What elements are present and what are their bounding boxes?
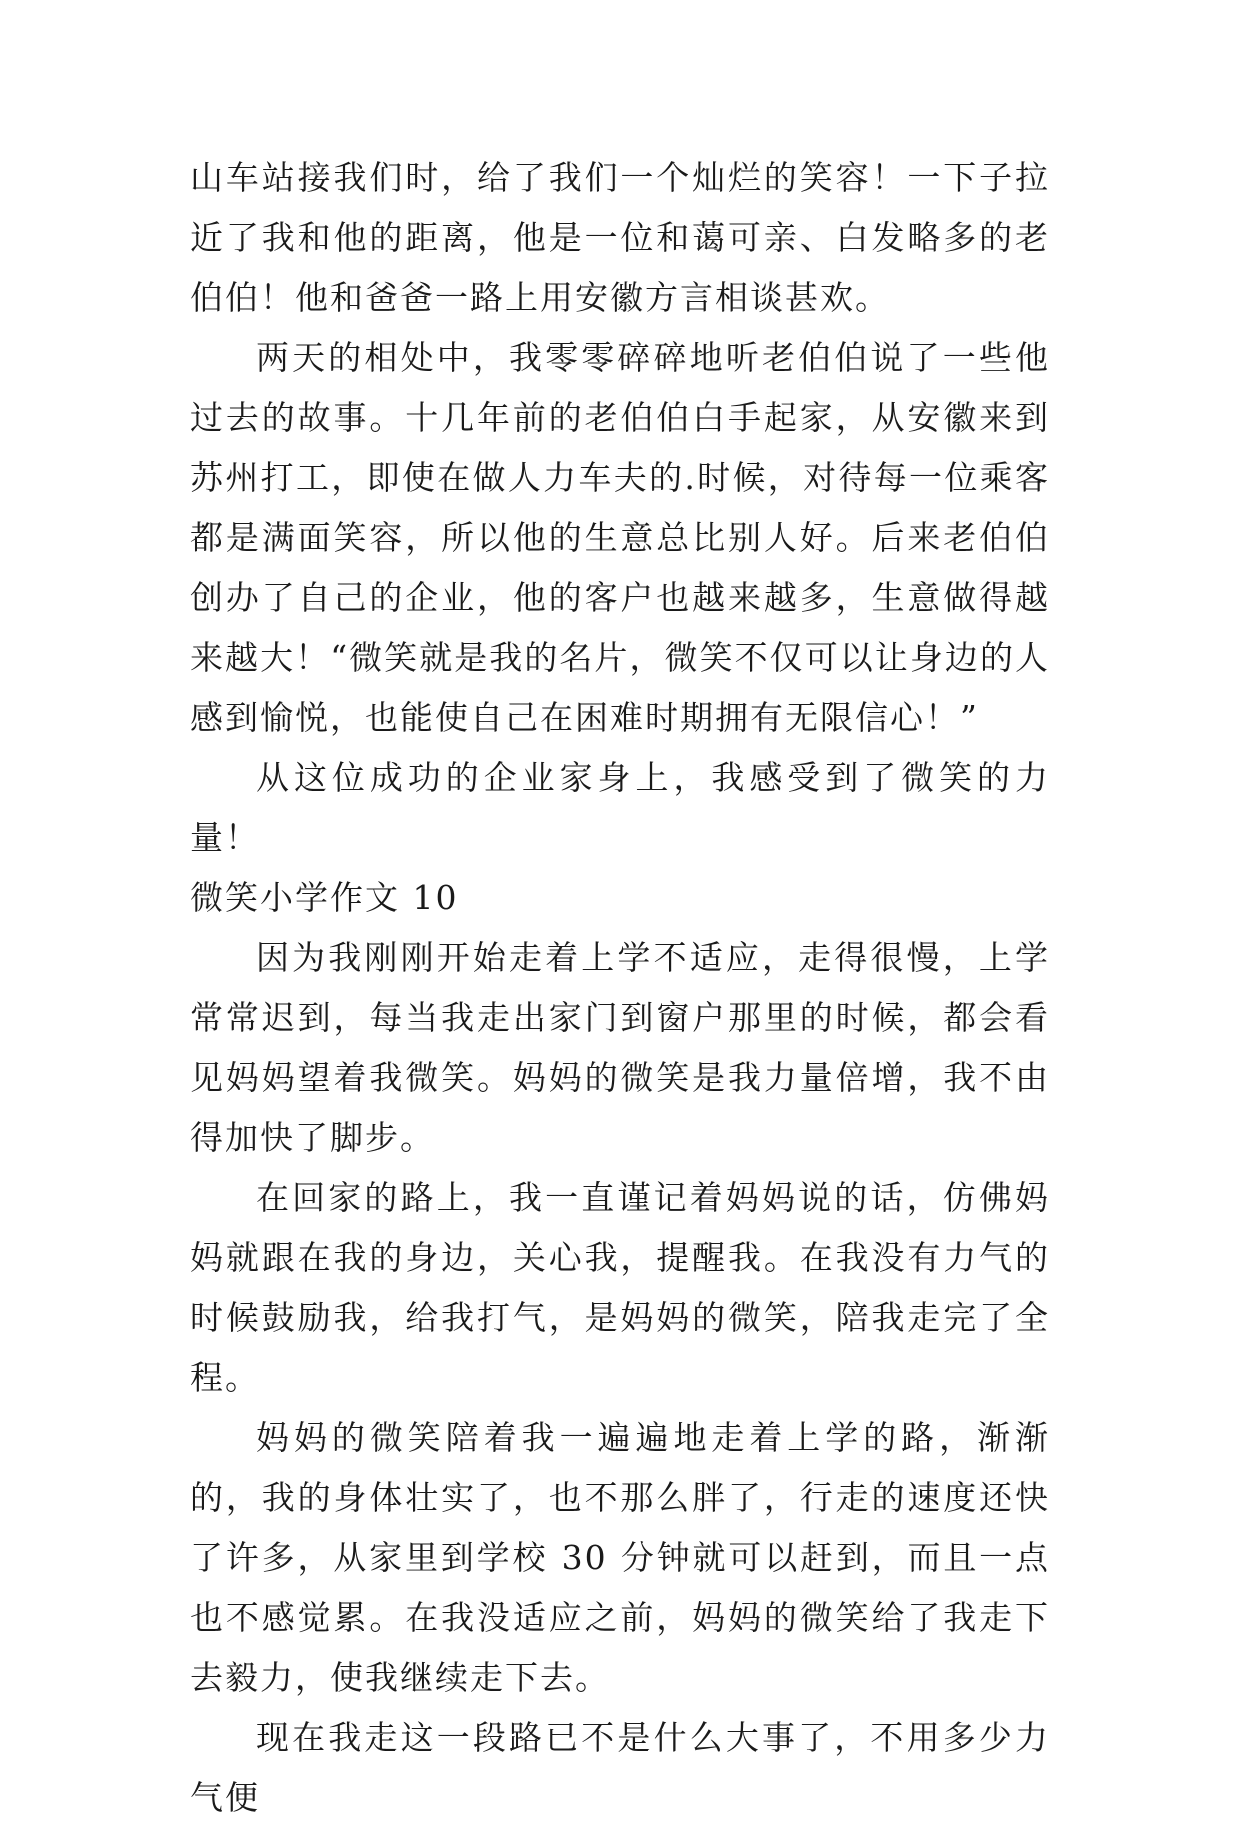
paragraph-7: 现在我走这一段路已不是什么大事了，不用多少力气便: [190, 1718, 1050, 1817]
paragraph-6: 妈妈的微笑陪着我一遍遍地走着上学的路，渐渐的，我的身体壮实了，也不那么胖了，行走的速度还快了许多，从家里到学校 30 分钟就可以赶到，而且一点也不感觉累。在我没适应之前，妈妈的微笑给了我走下去毅力，使我继续走下去。: [190, 1418, 1050, 1697]
paragraph-2: 两天的相处中，我零零碎碎地听老伯伯说了一些他过去的故事。十几年前的老伯伯白手起家，从安徽来到苏州打工，即使在做人力车夫的.时候，对待每一位乘客都是满面笑容，所以他的生意总比别人好。后来老伯伯创办了自己的企业，他的客户也越来越多，生意做得越来越大！“微笑就是我的名片，微笑不仅可以让身边的人感到愉悦，也能使自己在困难时期拥有无限信心！”: [190, 338, 1050, 737]
paragraph-4: 因为我刚刚开始走着上学不适应，走得很慢，上学常常迟到，每当我走出家门到窗户那里的时候，都会看见妈妈望着我微笑。妈妈的微笑是我力量倍增，我不由得加快了脚步。: [190, 938, 1050, 1157]
section-heading: 微笑小学作文 10: [190, 878, 459, 917]
paragraph-3: 从这位成功的企业家身上，我感受到了微笑的力量！: [190, 758, 1050, 857]
paragraph-1: 山车站接我们时，给了我们一个灿烂的笑容！一下子拉近了我和他的距离，他是一位和蔼可亲、白发略多的老伯伯！他和爸爸一路上用安徽方言相谈甚欢。: [190, 158, 1050, 317]
document-body: [190, 148, 1050, 1828]
paragraph-5: 在回家的路上，我一直谨记着妈妈说的话，仿佛妈妈就跟在我的身边，关心我，提醒我。在我没有力气的时候鼓励我，给我打气，是妈妈的微笑，陪我走完了全程。: [190, 1178, 1050, 1397]
